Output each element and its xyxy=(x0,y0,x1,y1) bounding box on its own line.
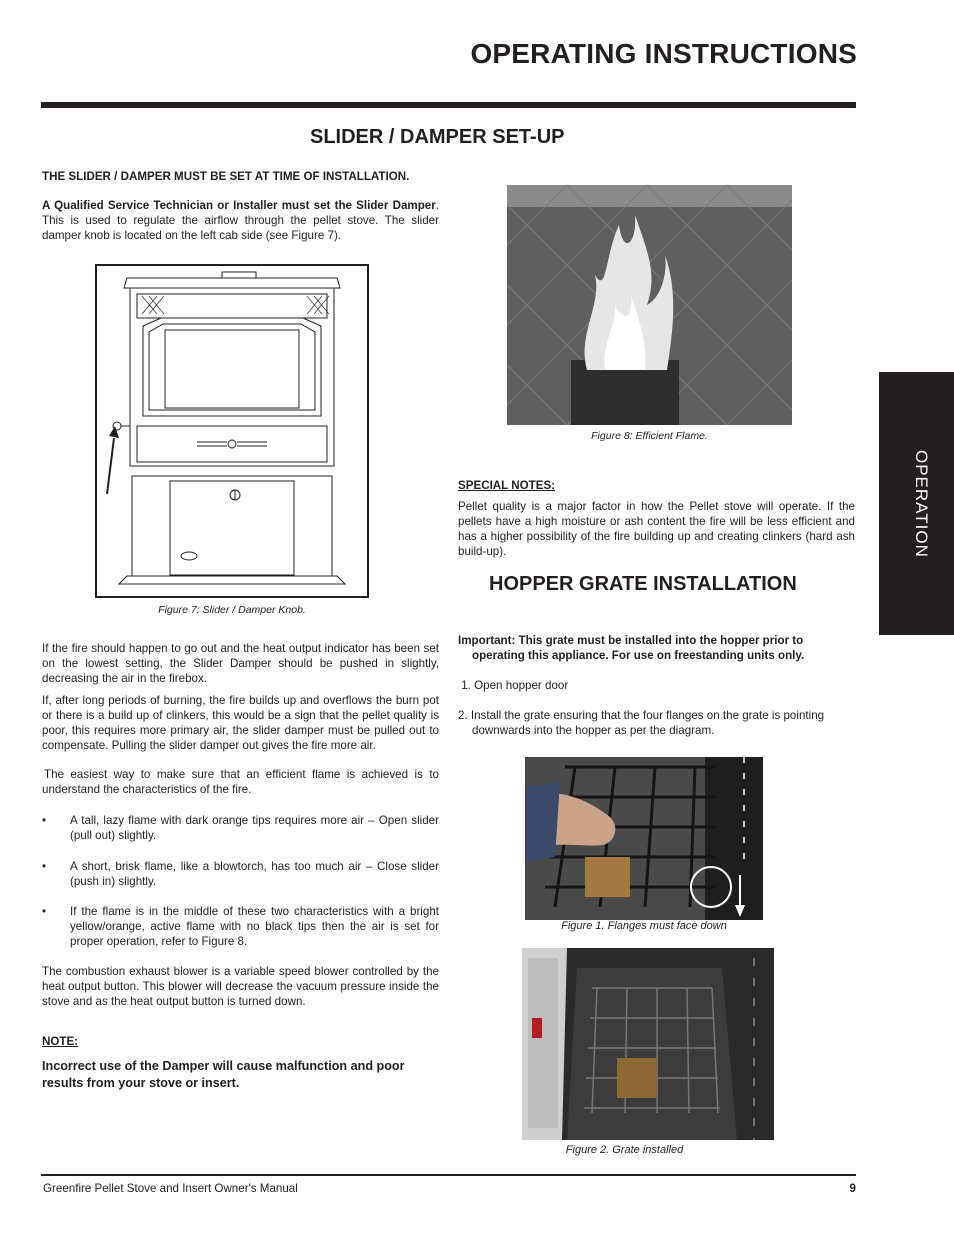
figure-8-caption: Figure 8: Efficient Flame. xyxy=(591,430,708,442)
page-title: OPERATING INSTRUCTIONS xyxy=(470,38,857,69)
paragraph-exhaust-blower: The combustion exhaust blower is a variable speed blower controlled by the heat output button. This blower will decrease the vacuum pressure inside the stove and as the heat output button is turned down. xyxy=(42,965,439,1008)
bullet-text: A tall, lazy flame with dark orange tips requires more air – Open slider (pull out) slightly. xyxy=(70,814,439,842)
bullet-text: If the flame is in the middle of these two characteristics with a bright yellow/orange, active flame with no black tips then the air is set for proper operation, refer to Figure 8. xyxy=(70,905,439,948)
intro-bold: A Qualified Service Technician or Installer must set the Slider Damper xyxy=(42,199,436,212)
bullet-text: A short, brisk flame, like a blowtorch, has too much air – Close slider (push in) slightly. xyxy=(70,860,439,888)
intro-rest: . This is used to regulate the airflow through the pellet stove. The slider damper knob is located on the left cab side (see Figure 7). xyxy=(42,199,439,242)
hopper-grate-heading: HOPPER GRATE INSTALLATION xyxy=(489,573,797,595)
figure-1-flanges-photo xyxy=(525,757,763,920)
important-notice-cont: operating this appliance. For use on freestanding units only. xyxy=(472,649,805,662)
slider-damper-heading: SLIDER / DAMPER SET-UP xyxy=(310,126,565,148)
figure-8-flame-photo xyxy=(507,185,792,425)
bullet-item xyxy=(42,813,439,843)
note-text: Incorrect use of the Damper will cause malfunction and poor results from your stove or insert. xyxy=(42,1059,405,1090)
installation-notice: THE SLIDER / DAMPER MUST BE SET AT TIME OF INSTALLATION. xyxy=(42,170,410,183)
bullet-mark: • xyxy=(42,905,47,918)
footer-manual-title: Greenfire Pellet Stove and Insert Owner's Manual xyxy=(43,1182,298,1195)
paragraph-efficient-flame: The easiest way to make sure that an efficient flame is achieved is to understand the characteristics of the fire. xyxy=(42,768,439,796)
bullet-item xyxy=(42,859,439,889)
note-label: NOTE: xyxy=(42,1035,79,1048)
figure-7-stove-drawing xyxy=(95,264,369,598)
figure-1-caption: Figure 1. Flanges must face down xyxy=(561,920,727,932)
figure-2-caption: Figure 2. Grate installed xyxy=(565,1144,684,1156)
section-tab xyxy=(879,372,954,635)
step-1: 1. Open hopper door xyxy=(458,679,569,692)
bullet-mark: • xyxy=(42,860,47,873)
important-notice: Important: This grate must be installed into the hopper prior to xyxy=(458,634,804,647)
flame-photo-drawing xyxy=(507,185,792,425)
step-2-cont: downwards into the hopper as per the diagram. xyxy=(472,724,715,737)
grate-photo-drawing xyxy=(522,948,774,1140)
bullet-mark: • xyxy=(42,814,47,827)
step-2: 2. Install the grate ensuring that the four flanges on the grate is pointing xyxy=(458,709,825,722)
bullet-item xyxy=(42,904,439,950)
section-tab-label: OPERATION xyxy=(912,450,931,558)
paragraph-clinkers: If, after long periods of burning, the fire builds up and overflows the burn pot or there is a build up of clinkers, this would be a sign that the pellet quality is poor, this requires more primary air, the slider damper must be pulled out to compensate. Pulling the slider damper out gives the fire more air. xyxy=(42,694,439,752)
stove-line-drawing xyxy=(97,266,367,596)
figure-2-grate-photo xyxy=(522,948,774,1140)
bottom-divider xyxy=(41,1174,856,1176)
special-notes-label: SPECIAL NOTES: xyxy=(458,479,556,492)
special-notes-text: Pellet quality is a major factor in how the Pellet stove will operate. If the pellets have a high moisture or ash content the fire will be less efficient and has a higher possibility of the fire building up and creating clinkers (hard ash build-up). xyxy=(458,500,855,558)
figure-7-caption: Figure 7: Slider / Damper Knob. xyxy=(158,604,306,616)
paragraph-fire-out: If the fire should happen to go out and the heat output indicator has been set on the lowest setting, the Slider Damper should be pushed in slightly, decreasing the air in the firebox. xyxy=(42,642,439,685)
intro-paragraph xyxy=(42,198,439,243)
top-divider xyxy=(41,102,856,108)
page-number: 9 xyxy=(849,1182,856,1195)
flanges-photo-drawing xyxy=(525,757,763,920)
